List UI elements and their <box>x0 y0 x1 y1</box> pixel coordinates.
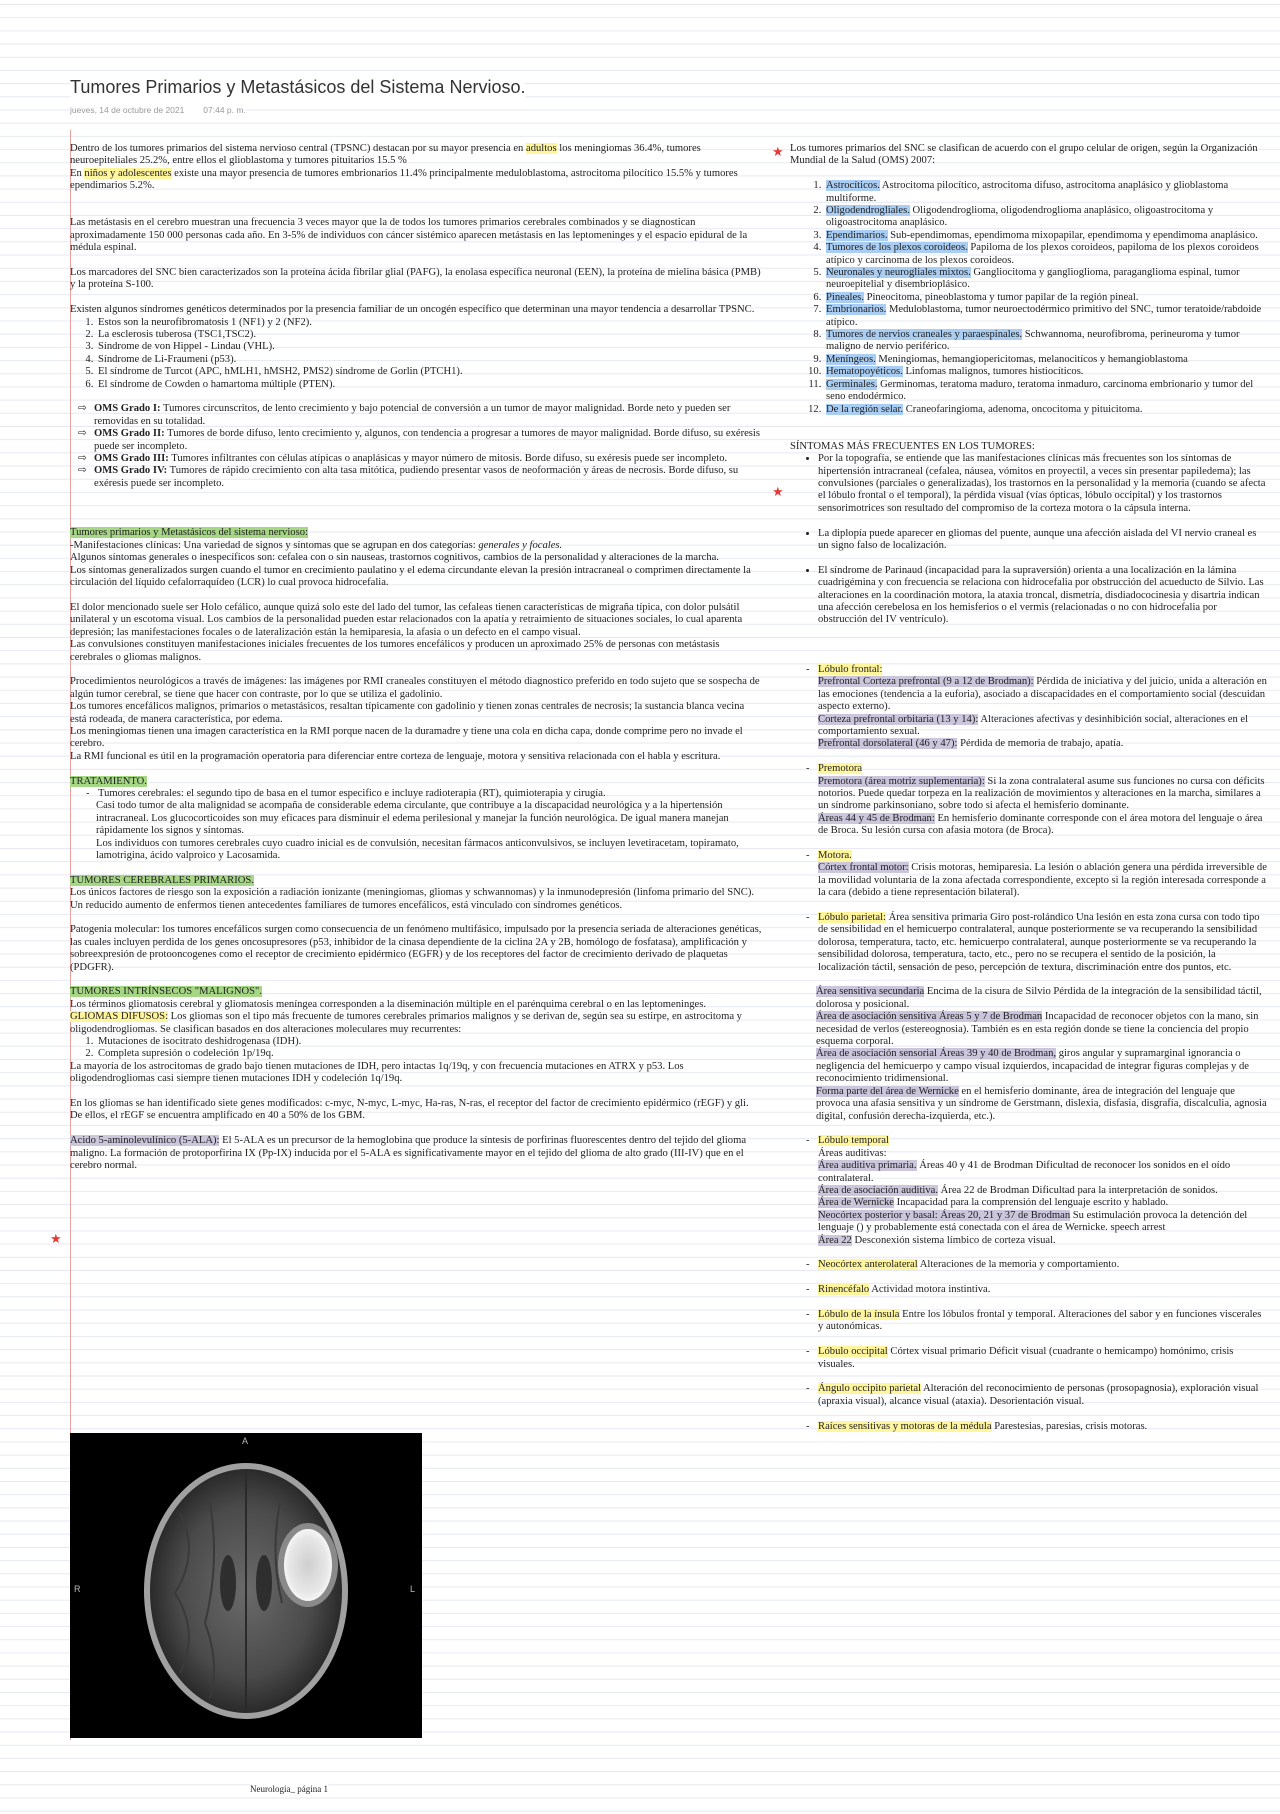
list-item: • La diplopía puede aparecer en gliomas del puente, aunque una afección aislada del VI nervio craneal es un signo falso de localización. <box>818 528 1268 553</box>
list-item: 3. Ependimarios. Sub-ependimomas, ependimoma mixopapilar, ependimoma y ependimoma anaplásico. <box>824 230 1268 242</box>
lobe-item <box>790 1383 1268 1408</box>
list-item: 12. De la región selar. Craneofaringioma, adenoma, oncocitoma y pituicitoma. <box>824 404 1268 416</box>
symptom-list-3 <box>790 565 1268 627</box>
lobe-item <box>790 1284 1268 1296</box>
list-item: 8. Tumores de nervios craneales y paraespinales. Schwannoma, neurofibroma, perineuroma y tumor maligno de nervio periférico. <box>824 329 1268 354</box>
star-icon: ★ <box>50 1231 62 1246</box>
treatment-list <box>70 788 762 800</box>
lobe-premotor <box>790 763 1268 837</box>
heading-tumores: Tumores primarios y Metastásicos del sistema nervioso: <box>70 527 308 539</box>
list-item: • Por la topografía, se entiende que las manifestaciones clínicas más frecuentes son los síntomas de hipertensión intracraneal (cefalea, náusea, vómitos en proyectil, a veces sin presentar papiledema); las convulsiones (parciales o generalizadas), los trastornos en la personalidad y la memoria (cuando se afecta el lóbulo frontal o el temporal), la pérdida visual (vías ópticas, lóbulo occipital) y los trastornos sensorimotrices son resultado del compromiso de la corteza motora o la cápsula interna. <box>818 453 1268 515</box>
left-column <box>70 143 762 1172</box>
list-item: • El síndrome de Parinaud (incapacidad para la supraversión) orienta a una localización en la lámina cuadrigémina y con frecuencia se relaciona con hidrocefalia por obstrucción del acueducto de Silvio. Las alteraciones en la coordinación motora, la ataxia troncal, dismetría, disdiadococinesia y disartria indican una afección cerebelosa en los hemisferios o el vermis (relacionadas o no con hidrocefalia por obstrucción del IV ventrículo). <box>818 565 1268 627</box>
mri-label-anterior: A <box>242 1436 249 1446</box>
paragraph-manifest: -Manifestaciones clínicas: Una variedad de signos y síntomas que se agrupan en dos categorías: generales y focales. <box>70 539 563 551</box>
arrow-icon: ⇨ <box>78 453 87 465</box>
paragraph-classification: Los tumores primarios del SNC se clasifican de acuerdo con el grupo celular de origen, según la Organización Mundial de la Salud (OMS) 2007: <box>790 143 1258 167</box>
list-item: - Motora. Córtex frontal motor: Crisis motoras, hemiparesia. La lesión o ablación genera una pérdida irreversible de la movilidad voluntaria de la zona afectada correspondiente, excepto si la región interesada corresponde a la cara (debido a tiene representación bilateral). <box>818 850 1268 900</box>
list-item: ⇨ OMS Grado IV: Tumores de rápido crecimiento con alta tasa mitótica, pudiendo presentar vasos de neoformación y áreas de necrosis. Borde difuso, su exéresis puede ser incompleto. <box>78 465 739 489</box>
arrow-icon: ⇨ <box>78 428 87 440</box>
list-item: 3. Síndrome de von Hippel - Lindau (VHL). <box>96 341 762 353</box>
symptom-list-2 <box>790 528 1268 553</box>
list-item: - Lóbulo de la ínsula Entre los lóbulos frontal y temporal. Alteraciones del sabor y en funciones viscerales y autonómicas. <box>818 1309 1268 1334</box>
paragraph-gliomatosis: Los términos gliomatosis cerebral y gliomatosis meníngea corresponden a la diseminación múltiple en el parénquima cerebral o en las leptomeninges. <box>70 998 707 1010</box>
paragraph-seizures: Las convulsiones constituyen manifestaciones iniciales frecuentes de los tumores encefálicos y producen un aproximado 25% de personas con metástasis cerebrales o gliomas malignos. <box>70 639 720 663</box>
mri-label-left: L <box>410 1584 416 1594</box>
list-item: - Premotora Premotora (área motriz suplementaria): Si la zona contralateral asume sus funciones no cursa con déficits notorios. Puede quedar torpeza en la realización de movimientos y alteraciones en la marcha, similares a un síndrome parkinsoniano, sobre todo si afecta el hemisferio dominante. Áreas 44 y 45 de Brodman: En hemisferio dominante corresponde con el área motora del lenguaje o área de Broca. Su lesión cursa con afasia motora (de Broca). <box>818 763 1268 837</box>
paragraph-imaging-4: La RMI funcional es útil en la programación operatoria para diferenciar entre corteza de lenguaje, motora y sensitiva relacionada con el habla y escritura. <box>70 750 721 762</box>
paragraph-markers: Los marcadores del SNC bien caracterizados son la proteína ácida fibrilar glial (PAFG), la enolasa específica neuronal (EEN), la proteína de mielina básica (PMB) y la proteína S-100. <box>70 267 761 291</box>
paragraph-imaging-2: Los tumores encefálicos malignos, primarios o metastásicos, resaltan típicamente con gadolinio y tienen zonas centrales de necrosis; la sustancia blanca vecina está rodeada, de manera característica, por edema. <box>70 701 745 725</box>
lobe-parietal <box>790 912 1268 974</box>
list-item: ⇨ OMS Grado II: Tumores de borde difuso, lento crecimiento y, algunos, con tendencia a progresar a tumores de mayor malignidad. Borde difuso, su exéresis puede ser incompleto. <box>78 428 760 452</box>
paragraph-imaging: Procedimientos neurológicos a través de imágenes: las imágenes por RMI craneales constituyen el método diagnostico preferido en todo sujeto que se sospecha de algún tumor cerebral, se tiene que hacer con contraste, por lo que se utiliza el gadolinio. <box>70 676 760 700</box>
heading-symptoms: SÍNTOMAS MÁS FRECUENTES EN LOS TUMORES: <box>790 440 1035 452</box>
paragraph-ala: Acido 5-aminolevulínico (5-ALA): El 5-ALA es un precursor de la hemoglobina que produce la síntesis de porfirinas fluorescentes dentro del tejido del glioma maligno. La formación de protoporfirina IX (Pp-IX) inducida por el 5-ALA es significativamente mayor en el tejido del glioma de alto grado (III-IV) que en el cerebro normal. <box>70 1135 747 1172</box>
paragraph-pain: El dolor mencionado suele ser Holo cefálico, aunque quizá solo este del lado del tumor, las cefaleas tienen características de migraña típica, con dolor pulsátil unilateral y un escotoma visual. Los cambios de la personalidad pueden estar relacionados con la apatía y retraimiento de situaciones sociales, lo cual aparenta depresión; las manifestaciones focales o de lateralización están la hemiparesia, la afasia o un defecto en el campo visual. <box>70 601 743 638</box>
list-item: - Neocórtex anterolateral Alteraciones de la memoria y comportamiento. <box>818 1259 1268 1271</box>
list-item: - Lóbulo occipital Córtex visual primario Déficit visual (cuadrante o hemicampo) homónimo, crisis visuales. <box>818 1346 1268 1371</box>
list-item: 1. Astrocíticos. Astrocitoma pilocítico, astrocitoma difuso, astrocitoma anaplásico y glioblastoma multiforme. <box>824 180 1268 205</box>
list-item: 5. Neuronales y neurogliales mixtos. Gangliocitoma y ganglioglioma, paraganglioma espinal, tumor neuroepitelial y disembrioplásico. <box>824 267 1268 292</box>
lobe-frontal <box>790 664 1268 751</box>
list-item: 2. Completa supresión o codeleción 1p/19q. <box>96 1048 762 1060</box>
list-item: ⇨ OMS Grado I: Tumores circunscritos, de lento crecimiento y bajo potencial de conversión a un tumor de mayor malignidad. Borde neto y pueden ser removidas en su totalidad. <box>78 403 731 427</box>
arrow-icon: ⇨ <box>78 403 87 415</box>
grade-list <box>70 403 762 490</box>
list-item: 2. Oligodendrogliales. Oligodendroglioma, oligodendroglioma anaplásico, oligoastrocitoma y oligoastrocitoma anaplásico. <box>824 205 1268 230</box>
mri-image <box>70 1433 422 1738</box>
heading-treatment: TRATAMIENTO. <box>70 775 147 787</box>
list-item: - Lóbulo frontal: Prefrontal Corteza prefrontal (9 a 12 de Brodman): Pérdida de iniciativa y del juicio, unida a alteración en las emociones (tendencia a la euforia), asociado a discapacidades en el comportamiento social (descuidan aspecto externo). Corteza prefrontal orbitaria (13 y 14): Alteraciones afectivas y desinhibición social, alteraciones en el comportamiento sexual. Prefrontal dorsolateral (46 y 47): Pérdida de memoria de trabajo, apatía. <box>818 664 1268 751</box>
paragraph-gliomas: GLIOMAS DIFUSOS: Los gliomas son el tipo más frecuente de tumores cerebrales primarios malignos y se derivan de, según sea su estirpe, en astrocitoma y oligodendrogliomas. Se clasifican basados en dos alteraciones moleculares muy recurrentes: <box>70 1011 742 1035</box>
arrow-icon: ⇨ <box>78 465 87 477</box>
paragraph-secondary: Área sensitiva secundaria Encima de la cisura de Silvio Pérdida de la integración de la sensibilidad táctil, dolorosa y posicional. Área de asociación sensitiva Áreas 5 y 7 de Brodman Incapacidad de reconocer objetos con la mano, sin necesidad de verlos (estereognosia). También es en esta región donde se tiene la conciencia del propio esquema corporal. Área de asociación sensorial Áreas 39 y 40 de Brodman, giros angular y supramarginal ignorancia o negligencia del hemicuerpo y campo visual izquierdos, incapacidad de integrar figuras complejas y de reconocimiento tridimensional. Forma parte del área de Wernicke en el hemisferio dominante, área de integración del lenguaje que provoca una afasia sensitiva y un síndrome de Gerstmann, dislexia, disfasia, disgrafía, discalculia, agnosia digital, confusión derecha-izquierda, etc.). <box>816 986 1267 1122</box>
date-text: jueves, 14 de octubre de 2021 <box>70 105 185 115</box>
heading-intrinsic: TUMORES INTRÍNSECOS "MALIGNOS". <box>70 986 262 998</box>
list-item: ⇨ OMS Grado III: Tumores infiltrantes con células atípicas o anaplásicas y mayor número de mitosis. Borde difuso, su exéresis puede ser incompleto. <box>78 453 728 465</box>
list-item: 1. Estos son la neurofibromatosis 1 (NF1) y 2 (NF2). <box>96 317 762 329</box>
paragraph-risk: Los únicos factores de riesgo son la exposición a radiación ionizante (meningiomas, gliomas y schwannomas) y la inmunodepresión (linfoma primario del SNC). <box>70 887 755 899</box>
lobe-temporal <box>790 1135 1268 1247</box>
page-title: Tumores Primarios y Metastásicos del Sistema Nervioso. <box>70 77 526 97</box>
paragraph-treatment-3: Los individuos con tumores cerebrales cuyo cuadro inicial es de convulsión, necesitan fármacos anticonvulsivos, se incluyen levetiracetam, topiramato, lamotrigina, ácido valproico y Lacosamida. <box>96 837 739 861</box>
page-footer: Neurología_ página 1 <box>250 1784 328 1794</box>
paragraph-general: Algunos síntomas generales o inespecíficos son: cefalea con o sin nauseas, trastornos cognitivos, cambios de la personalidad y alteraciones de la marcha. <box>70 552 719 564</box>
mri-brain-graphic <box>70 1433 422 1738</box>
list-item: 5. El síndrome de Turcot (APC, hMLH1, hMSH2, PMS2) síndrome de Gorlin (PTCH1). <box>96 366 762 378</box>
list-item: 4. Síndrome de Li-Fraumeni (p53). <box>96 354 762 366</box>
list-item: - Raíces sensitivas y motoras de la médula Parestesias, paresias, crisis motoras. <box>818 1421 1268 1433</box>
list-item: - Tumores cerebrales: el segundo tipo de basa en el tumor especifico e incluye radioterapia (RT), quimioterapia y cirugía. <box>98 788 762 800</box>
list-item: - Ángulo occipito parietal Alteración del reconocimiento de personas (prosopagnosia), exploración visual (apraxia visual), alcance visual (ataxia). Desorientación visual. <box>818 1383 1268 1408</box>
star-icon: ★ <box>772 144 784 159</box>
list-item: 10. Hematopoyéticos. Linfomas malignos, tumores histiocíticos. <box>824 366 1268 378</box>
right-column <box>790 143 1268 1433</box>
paragraph-genes: En los gliomas se han identificado siete genes modificados: c-myc, N-myc, L-myc, Ha-ras, N-ras, el receptor del factor de crecimiento epidérmico (rEGF) y gli. De ellos, el rEGF se encuentra amplificado en 40 a 50% de los GBM. <box>70 1098 749 1122</box>
list-item: - Rinencéfalo Actividad motora instintiva. <box>818 1284 1268 1296</box>
list-item: 7. Embrionarios. Meduloblastoma, tumor neuroectodérmico primitivo del SNC, tumor teratoide/rabdoide atípico. <box>824 304 1268 329</box>
list-item: 6. Pineales. Pineocitoma, pineoblastoma y tumor papilar de la región pineal. <box>824 292 1268 304</box>
lobe-item <box>790 1346 1268 1371</box>
heading-primary: TUMORES CEREBRALES PRIMARIOS. <box>70 874 254 886</box>
paragraph-treatment-2: Casi todo tumor de alta malignidad se acompaña de considerable edema circulante, que contribuye a la discapacidad neurológica y a la hipertensión intracraneal. Los glucocorticoides son muy eficaces para disminuir el edema perilesional y manejar la función neurológica. De igual manera manejan rápidamente los signos y síntomas. <box>96 800 729 837</box>
list-item: 1. Mutaciones de isocitrato deshidrogenasa (IDH). <box>96 1036 762 1048</box>
list-item: 6. El síndrome de Cowden o hamartoma múltiple (PTEN). <box>96 379 762 391</box>
list-item: 9. Meníngeos. Meningiomas, hemangiopericitomas, melanocitícos y hemangioblastoma <box>824 354 1268 366</box>
syndrome-list <box>70 317 762 391</box>
mri-label-right: R <box>74 1584 81 1594</box>
time-text: 07:44 p. m. <box>203 105 246 115</box>
paragraph-majority: La mayoría de los astrocitomas de grado bajo tienen mutaciones de IDH, pero intactas 1q/19q, y con frecuencia mutaciones en ATRX y p53. Los oligodendrogliomas casi siempre tienen mutaciones IDH y codeleción 1q/19q. <box>70 1060 684 1085</box>
paragraph-imaging-3: Los meningiomas tienen una imagen característica en la RMI porque nacen de la duramadre y tiene una cola en dicha capa, donde comprime pero no invade el cerebro. <box>70 725 743 750</box>
symptom-list <box>790 453 1268 515</box>
lobe-item <box>790 1421 1268 1433</box>
paragraph-pathogenesis: Patogenia molecular: los tumores encefálicos surgen como consecuencia de un fenómeno multifásico, impulsado por la presencia seriada de alteraciones genéticas, las cuales incluyen perdida de los genes oncosupresores (p53, inhibidor de la cinasa dependiente de la ciclina 2A y 2B, homólogo de fosfatasa), amplificación y sobreexpresión de protooncogenes como el receptor de crecimiento epidérmico (EGFR) y de los receptores del factor de crecimiento derivado de plaquetas (PDGFR). <box>70 924 762 973</box>
lobe-item <box>790 1309 1268 1334</box>
list-item: 2. La esclerosis tuberosa (TSC1,TSC2). <box>96 329 762 341</box>
paragraph-metastasis: Las metástasis en el cerebro muestran una frecuencia 3 veces mayor que la de todos los tumores primarios cerebrales combinados y se diagnostican aproximadamente 150 000 personas cada año. En 3-5% de individuos con cáncer sistémico aparecen metástasis en las leptomeninges y el espacio epidural de la médula espinal. <box>70 217 748 254</box>
lobe-motor <box>790 850 1268 900</box>
list-item: 4. Tumores de los plexos coroideos. Papiloma de los plexos coroideos, papiloma de los plexos coroideos atípico y carcinoma de los plexos coroideos. <box>824 242 1268 267</box>
list-item: 11. Germinales. Germinomas, teratoma maduro, teratoma inmaduro, carcinoma embrionario y tumor del seno endodérmico. <box>824 379 1268 404</box>
paragraph-familial: Un reducido aumento de enfermos tienen antecedentes familiares de tumores encefálicos, está vinculado con síndromes genéticos. <box>70 899 623 911</box>
page-date <box>70 104 246 116</box>
classification-list <box>790 180 1268 416</box>
paragraph-generalized: Los síntomas generalizados surgen cuando el tumor en crecimiento paulatino y el edema circundante elevan la presión intracraneal o comprimen directamente la circulación del líquido cefalorraquídeo (LCR) lo cual provoca hidrocefalia. <box>70 564 751 589</box>
paragraph-syndromes: Existen algunos síndromes genéticos determinados por la presencia familiar de un oncogén específico que determinan una mayor tendencia a desarrollar TPSNC. <box>70 304 755 316</box>
lobe-item <box>790 1259 1268 1271</box>
mutation-list <box>70 1036 762 1061</box>
star-icon: ★ <box>772 484 784 499</box>
list-item: - Lóbulo temporal Áreas auditivas: Área auditiva primaria. Áreas 40 y 41 de Brodman Dificultad de reconocer los sonidos en el oído contralateral. Área de asociación auditiva. Área 22 de Brodman Dificultad para la interpretación de sonidos. Área de Wernicke Incapacidad para la comprensión del lenguaje escrito y hablado. Neocórtex posterior y basal: Áreas 20, 21 y 37 de Brodman Su estimulación provoca la detención del lenguaje () y probablemente está conectada con el área de Wernicke. speech arrest Área 22 Desconexión sistema límbico de corteza visual. <box>818 1135 1268 1247</box>
list-item: - Lóbulo parietal: Área sensitiva primaria Giro post-rolándico Una lesión en esta zona cursa con todo tipo de sensibilidad en el hemicuerpo contralateral, aunque posteriormente se va recuperando la sensibilidad dolorosa, temperatura, tacto, etc. hemicuerpo contralateral, aunque posteriormente se va recuperando la sensibilidad dolorosa, temperatura, tacto, etc., pero no se recupera el sentido de la posición, la localización táctil, sensación de peso, percepción de textura, discriminación entre dos puntos, etc. <box>818 912 1268 974</box>
paragraph-intro: Dentro de los tumores primarios del sistema nervioso central (TPSNC) destacan por su mayor presencia en adultos los meningiomas 36.4%, tumores neuroepiteliales 25.2%, entre ellos el glioblastoma y tumores pituitarios 15.5 % En niños y adolescentes existe una mayor presencia de tumores embrionarios 11.4% principalmente meduloblastoma, astrocitoma pilocítico 15.5% y tumores ependimarios 5.2%. <box>70 143 738 192</box>
